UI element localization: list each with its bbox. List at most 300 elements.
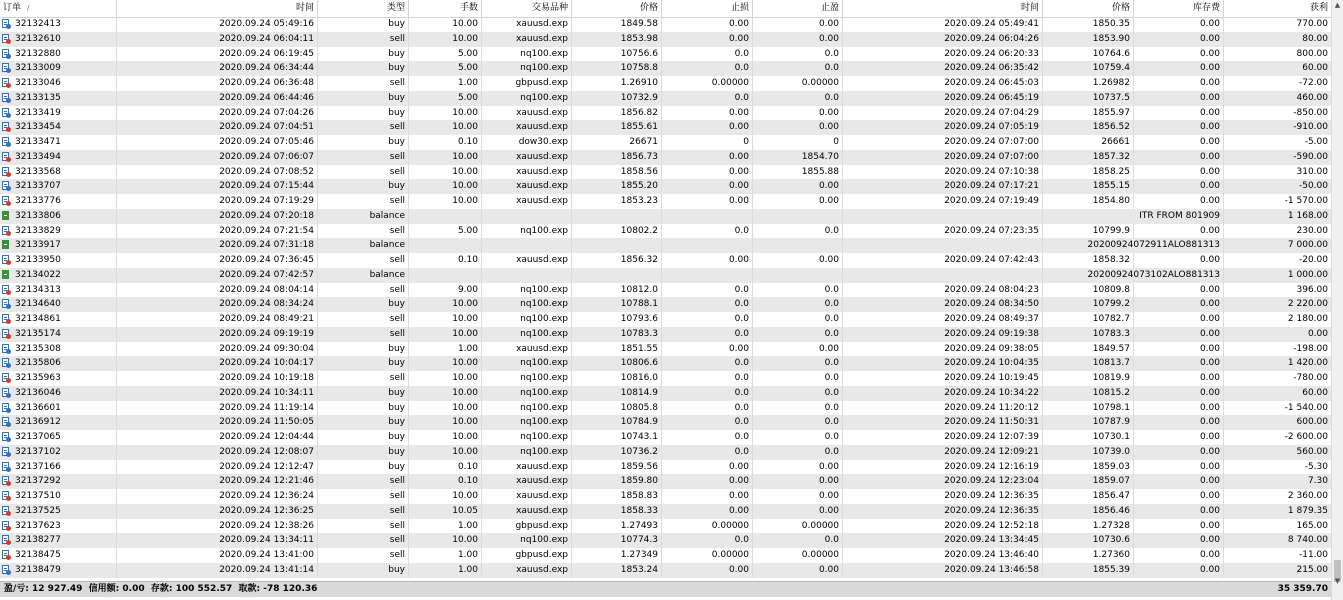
cell-close-price: 10799.2 xyxy=(1043,297,1134,312)
cell-close-time: 2020.09.24 07:05:19 xyxy=(843,120,1043,135)
cell-take-profit: 0.0 xyxy=(753,401,843,416)
buy-deal-icon xyxy=(2,93,11,103)
table-row[interactable] xyxy=(0,120,1331,135)
cell-lots: 0.10 xyxy=(409,135,482,150)
cell-open-price xyxy=(572,238,662,253)
deal-direction-dot xyxy=(6,408,11,413)
cell-take-profit: 0.00 xyxy=(753,563,843,578)
cell-profit: -780.00 xyxy=(1293,373,1328,383)
sell-deal-icon xyxy=(2,196,11,206)
table-row[interactable] xyxy=(0,445,1331,460)
table-row[interactable] xyxy=(0,106,1331,121)
sell-deal-icon xyxy=(2,285,11,295)
cell-open-time: 2020.09.24 08:34:24 xyxy=(117,297,318,312)
cell-open-time: 2020.09.24 11:50:05 xyxy=(117,415,318,430)
table-row[interactable] xyxy=(0,460,1331,475)
deal-direction-dot xyxy=(6,98,11,103)
table-row[interactable] xyxy=(0,327,1331,342)
cell-lots: 10.00 xyxy=(409,17,482,32)
cell-swap: 0.00 xyxy=(1134,283,1224,298)
cell-take-profit: 0.0 xyxy=(753,533,843,548)
cell-swap: 0.00 xyxy=(1134,386,1224,401)
cell-order-id xyxy=(0,401,117,416)
cell-open-time: 2020.09.24 12:08:07 xyxy=(117,445,318,460)
column-header-time[interactable]: 时间 xyxy=(117,0,318,17)
deal-direction-dot xyxy=(6,363,11,368)
cell-symbol: xauusd.exp xyxy=(482,165,572,180)
column-header-profit[interactable]: 获利 xyxy=(1309,3,1328,13)
cell-take-profit: 0.00 xyxy=(753,120,843,135)
table-row[interactable] xyxy=(0,297,1331,312)
table-row[interactable] xyxy=(0,386,1331,401)
cell-order-id xyxy=(0,238,117,253)
deal-direction-dot xyxy=(6,157,11,162)
cell-close-price: 1.26982 xyxy=(1043,76,1134,91)
cell-trade-type: sell xyxy=(318,533,409,548)
cell-symbol: nq100.exp xyxy=(482,312,572,327)
table-row[interactable] xyxy=(0,135,1331,150)
buy-deal-icon xyxy=(2,299,11,309)
cell-close-price: 10799.9 xyxy=(1043,224,1134,239)
cell-open-time: 2020.09.24 12:36:24 xyxy=(117,489,318,504)
cell-symbol: nq100.exp xyxy=(482,401,572,416)
table-row[interactable] xyxy=(0,519,1331,534)
column-header-sl[interactable]: 止损 xyxy=(662,0,753,17)
cell-trade-type: buy xyxy=(318,297,409,312)
cell-order-id xyxy=(0,165,117,180)
cell-trade-type: balance xyxy=(318,238,409,253)
cell-open-time: 2020.09.24 09:30:04 xyxy=(117,342,318,357)
table-row[interactable] xyxy=(0,312,1331,327)
cell-open-price: 10784.9 xyxy=(572,415,662,430)
vertical-scrollbar[interactable] xyxy=(1331,0,1343,600)
cell-lots: 10.00 xyxy=(409,445,482,460)
cell-stop-loss: 0 xyxy=(662,135,753,150)
cell-symbol: xauusd.exp xyxy=(482,106,572,121)
table-row[interactable] xyxy=(0,548,1331,563)
cell-close-time: 2020.09.24 06:35:42 xyxy=(843,61,1043,76)
cell-trade-type: buy xyxy=(318,401,409,416)
deal-direction-dot xyxy=(6,113,11,118)
document-icon-page xyxy=(2,270,9,279)
order-id-text: 32133135 xyxy=(15,92,61,103)
cell-lots: 10.00 xyxy=(409,356,482,371)
order-id-text: 32133806 xyxy=(15,210,61,221)
cell-order-id xyxy=(0,283,117,298)
cell-open-time: 2020.09.24 12:38:26 xyxy=(117,519,318,534)
cell-order-id xyxy=(0,474,117,489)
cell-close-price: 1856.46 xyxy=(1043,504,1134,519)
cell-close-price: 1855.15 xyxy=(1043,179,1134,194)
cell-open-time: 2020.09.24 06:44:46 xyxy=(117,91,318,106)
cell-stop-loss: 0.0 xyxy=(662,61,753,76)
order-id-text: 32133419 xyxy=(15,107,61,118)
cell-profit: 600.00 xyxy=(1296,417,1328,428)
cell-take-profit: 0.0 xyxy=(753,312,843,327)
deal-direction-dot xyxy=(6,393,11,398)
cell-take-profit xyxy=(753,238,843,253)
cell-lots: 10.05 xyxy=(409,504,482,519)
cell-open-time: 2020.09.24 11:19:14 xyxy=(117,401,318,416)
cell-close-time: 2020.09.24 11:50:31 xyxy=(843,415,1043,430)
order-id-text: 32138277 xyxy=(15,535,61,546)
order-id-text: 32133494 xyxy=(15,151,61,162)
sell-deal-icon xyxy=(2,329,11,339)
sell-deal-icon xyxy=(2,506,11,516)
cell-order-id xyxy=(0,327,117,342)
cell-stop-loss: 0.0 xyxy=(662,283,753,298)
order-id-text: 32137166 xyxy=(15,461,61,472)
cell-lots: 10.00 xyxy=(409,297,482,312)
cell-close-time: 2020.09.24 07:04:29 xyxy=(843,106,1043,121)
cell-open-price: 1.27493 xyxy=(572,519,662,534)
order-id-text: 32138475 xyxy=(15,550,61,560)
cell-trade-type: sell xyxy=(318,253,409,268)
cell-close-time: 2020.09.24 10:34:22 xyxy=(843,386,1043,401)
order-id-text: 32133950 xyxy=(15,255,61,265)
cell-close-price: 1.27360 xyxy=(1043,548,1134,563)
cell-open-time: 2020.09.24 07:21:54 xyxy=(117,224,318,239)
cell-symbol: gbpusd.exp xyxy=(482,548,572,563)
deal-direction-dot xyxy=(6,467,11,472)
table-row[interactable] xyxy=(0,194,1331,209)
cell-close-price: 1855.97 xyxy=(1043,106,1134,121)
cell-swap: 0.00 xyxy=(1134,135,1224,150)
table-row[interactable] xyxy=(0,356,1331,371)
cell-lots xyxy=(409,268,482,283)
table-row[interactable] xyxy=(0,32,1331,47)
cell-lots xyxy=(409,238,482,253)
cell-swap: 0.00 xyxy=(1134,32,1224,47)
table-row[interactable] xyxy=(0,238,1331,253)
table-row[interactable] xyxy=(0,430,1331,445)
cell-lots: 0.10 xyxy=(409,253,482,268)
column-header-price[interactable]: 价格 xyxy=(572,0,662,17)
deal-direction-dot xyxy=(6,304,11,309)
cell-order-id xyxy=(0,135,117,150)
cell-open-time: 2020.09.24 10:04:17 xyxy=(117,356,318,371)
table-row[interactable] xyxy=(0,533,1331,548)
cell-close-time: 2020.09.24 06:45:19 xyxy=(843,91,1043,106)
cell-close-time: 2020.09.24 07:42:43 xyxy=(843,253,1043,268)
cell-close-time: 2020.09.24 13:34:45 xyxy=(843,533,1043,548)
cell-symbol: xauusd.exp xyxy=(482,120,572,135)
table-row[interactable] xyxy=(0,342,1331,357)
table-row[interactable] xyxy=(0,47,1331,62)
order-id-text: 32133707 xyxy=(15,181,61,192)
cell-close-time: 2020.09.24 13:46:40 xyxy=(843,548,1043,563)
table-row[interactable] xyxy=(0,179,1331,194)
table-row[interactable] xyxy=(0,91,1331,106)
cell-symbol: nq100.exp xyxy=(482,224,572,239)
buy-deal-icon xyxy=(2,447,11,457)
cell-open-price: 1859.80 xyxy=(572,474,662,489)
cell-close-price: 1855.39 xyxy=(1043,563,1134,578)
cell-profit: 310.00 xyxy=(1296,166,1328,177)
cell-stop-loss: 0.00 xyxy=(662,17,753,32)
cell-profit: 230.00 xyxy=(1296,225,1328,236)
cell-swap: 0.00 xyxy=(1134,489,1224,504)
cell-symbol: nq100.exp xyxy=(482,47,572,62)
cell-lots: 10.00 xyxy=(409,120,482,135)
sell-deal-icon xyxy=(2,314,11,324)
cell-stop-loss xyxy=(662,209,753,224)
cell-lots: 10.00 xyxy=(409,415,482,430)
cell-take-profit: 0.00 xyxy=(753,194,843,209)
cell-close-time: 2020.09.24 13:46:58 xyxy=(843,563,1043,578)
cell-profit: 215.00 xyxy=(1296,564,1328,575)
cell-open-time: 2020.09.24 13:34:11 xyxy=(117,533,318,548)
cell-close-price: 10798.1 xyxy=(1043,401,1134,416)
cell-profit: -20.00 xyxy=(1298,255,1328,265)
cell-close-time: 2020.09.24 12:16:19 xyxy=(843,460,1043,475)
cell-profit: -5.30 xyxy=(1304,461,1328,472)
cell-symbol: gbpusd.exp xyxy=(482,76,572,91)
cell-order-id xyxy=(0,297,117,312)
cell-swap: ITR FROM 801909 xyxy=(1043,209,1224,224)
cell-open-price xyxy=(572,209,662,224)
cell-profit: 1 000.00 xyxy=(1287,269,1328,280)
column-header-symbol[interactable]: 交易品种 xyxy=(482,0,572,17)
cell-swap: 0.00 xyxy=(1134,224,1224,239)
cell-trade-type: buy xyxy=(318,356,409,371)
cell-open-time: 2020.09.24 12:21:46 xyxy=(117,474,318,489)
cell-open-price: 10758.8 xyxy=(572,61,662,76)
cell-swap: 0.00 xyxy=(1134,150,1224,165)
cell-open-time: 2020.09.24 08:04:14 xyxy=(117,283,318,298)
sell-deal-icon xyxy=(2,226,11,236)
deal-direction-dot xyxy=(6,452,11,457)
column-header-close-time[interactable]: 时间 xyxy=(843,0,1043,17)
cell-close-price: 10819.9 xyxy=(1043,371,1134,386)
sell-deal-icon xyxy=(2,373,11,383)
cell-swap: 0.00 xyxy=(1134,106,1224,121)
table-row[interactable] xyxy=(0,165,1331,180)
cell-order-id xyxy=(0,194,117,209)
cell-symbol: xauusd.exp xyxy=(482,179,572,194)
cell-symbol: nq100.exp xyxy=(482,297,572,312)
buy-deal-icon xyxy=(2,388,11,398)
cell-order-id xyxy=(0,415,117,430)
column-header-lots[interactable]: 手数 xyxy=(409,0,482,17)
table-row[interactable] xyxy=(0,489,1331,504)
buy-deal-icon xyxy=(2,432,11,442)
cell-open-price: 1853.24 xyxy=(572,563,662,578)
cell-symbol: xauusd.exp xyxy=(482,563,572,578)
sell-deal-icon xyxy=(2,167,11,177)
table-row[interactable] xyxy=(0,415,1331,430)
order-id-text: 32133009 xyxy=(15,63,61,74)
cell-symbol: xauusd.exp xyxy=(482,253,572,268)
table-row[interactable] xyxy=(0,150,1331,165)
cell-open-time: 2020.09.24 07:05:46 xyxy=(117,135,318,150)
deal-direction-dot xyxy=(6,540,11,545)
cell-open-time: 2020.09.24 13:41:00 xyxy=(117,548,318,563)
cell-order-id xyxy=(0,76,117,91)
order-id-text: 32134313 xyxy=(15,284,61,295)
cell-take-profit: 0.0 xyxy=(753,224,843,239)
cell-open-price: 10805.8 xyxy=(572,401,662,416)
table-row[interactable] xyxy=(0,224,1331,239)
cell-swap: 0.00 xyxy=(1134,120,1224,135)
cell-symbol xyxy=(482,268,572,283)
table-row[interactable] xyxy=(0,283,1331,298)
cell-open-time: 2020.09.24 06:36:48 xyxy=(117,76,318,91)
cell-stop-loss: 0.0 xyxy=(662,47,753,62)
cell-order-id xyxy=(0,386,117,401)
cell-trade-type: sell xyxy=(318,283,409,298)
cell-take-profit: 0.00 xyxy=(753,342,843,357)
cell-close-price: 10730.1 xyxy=(1043,430,1134,445)
order-id-text: 32133046 xyxy=(15,78,61,88)
table-row[interactable] xyxy=(0,253,1331,268)
cell-order-id xyxy=(0,179,117,194)
cell-open-time: 2020.09.24 07:06:07 xyxy=(117,150,318,165)
document-icon-page xyxy=(2,240,9,249)
cell-stop-loss: 0.00 xyxy=(662,120,753,135)
column-header-swap[interactable]: 库存费 xyxy=(1134,0,1224,17)
sell-deal-icon xyxy=(2,78,11,88)
cell-order-id xyxy=(0,519,117,534)
cell-order-id xyxy=(0,32,117,47)
cell-close-time: 2020.09.24 07:19:49 xyxy=(843,194,1043,209)
cell-symbol: nq100.exp xyxy=(482,327,572,342)
column-header-type[interactable]: 类型 xyxy=(318,0,409,17)
cell-symbol: dow30.exp xyxy=(482,135,572,150)
cell-order-id xyxy=(0,548,117,563)
cell-close-time: 2020.09.24 07:23:35 xyxy=(843,224,1043,239)
table-row[interactable] xyxy=(0,209,1331,224)
cell-swap: 0.00 xyxy=(1134,415,1224,430)
cell-trade-type: buy xyxy=(318,460,409,475)
cell-open-price: 1849.58 xyxy=(572,17,662,32)
cell-order-id xyxy=(0,17,117,32)
cell-open-price: 10814.9 xyxy=(572,386,662,401)
buy-deal-icon xyxy=(2,181,11,191)
cell-open-price: 1855.20 xyxy=(572,179,662,194)
cell-close-time: 2020.09.24 12:36:35 xyxy=(843,489,1043,504)
sell-deal-icon xyxy=(2,255,11,265)
table-row[interactable] xyxy=(0,401,1331,416)
cell-close-time: 2020.09.24 10:04:35 xyxy=(843,356,1043,371)
cell-stop-loss xyxy=(662,268,753,283)
cell-lots: 1.00 xyxy=(409,548,482,563)
cell-close-time: 2020.09.24 05:49:41 xyxy=(843,17,1043,32)
cell-stop-loss: 0.00 xyxy=(662,106,753,121)
cell-swap: 0.00 xyxy=(1134,342,1224,357)
cell-order-id xyxy=(0,253,117,268)
cell-profit: 1 879.35 xyxy=(1287,505,1328,516)
sell-deal-icon xyxy=(2,535,11,545)
cell-trade-type: sell xyxy=(318,224,409,239)
sell-deal-icon xyxy=(2,491,11,501)
cell-order-id xyxy=(0,342,117,357)
cell-close-time: 2020.09.24 11:20:12 xyxy=(843,401,1043,416)
table-row[interactable] xyxy=(0,268,1331,283)
table-row[interactable] xyxy=(0,474,1331,489)
cell-trade-type: sell xyxy=(318,548,409,563)
deal-direction-dot xyxy=(6,378,11,383)
cell-open-price: 26671 xyxy=(572,135,662,150)
cell-close-time: 2020.09.24 06:45:03 xyxy=(843,76,1043,91)
sell-deal-icon xyxy=(2,122,11,132)
table-row[interactable] xyxy=(0,504,1331,519)
cell-swap: 0.00 xyxy=(1134,253,1224,268)
cell-take-profit: 0.0 xyxy=(753,91,843,106)
scroll-down-icon[interactable]: ▼ xyxy=(1334,577,1341,585)
order-id-text: 32135174 xyxy=(15,328,61,339)
cell-open-price: 1856.73 xyxy=(572,150,662,165)
cell-lots: 10.00 xyxy=(409,150,482,165)
cell-open-price: 10774.3 xyxy=(572,533,662,548)
cell-close-time: 2020.09.24 07:07:00 xyxy=(843,135,1043,150)
cell-open-time: 2020.09.24 07:19:29 xyxy=(117,194,318,209)
cell-swap: 20200924073102ALO881313 xyxy=(1043,268,1224,283)
table-row[interactable] xyxy=(0,563,1331,578)
cell-trade-type: buy xyxy=(318,342,409,357)
order-id-text: 32137065 xyxy=(15,432,61,442)
deal-direction-dot xyxy=(6,24,11,29)
column-header-order-label: 订单 xyxy=(3,3,22,13)
cell-order-id xyxy=(0,150,117,165)
column-header-tp[interactable]: 止盈 xyxy=(753,0,843,17)
cell-take-profit: 0.0 xyxy=(753,430,843,445)
cell-order-id xyxy=(0,224,117,239)
cell-trade-type: sell xyxy=(318,120,409,135)
cell-open-price: 1858.33 xyxy=(572,504,662,519)
cell-stop-loss: 0.00000 xyxy=(662,548,753,563)
cell-symbol: nq100.exp xyxy=(482,356,572,371)
cell-lots: 9.00 xyxy=(409,283,482,298)
cell-close-price: 10787.9 xyxy=(1043,415,1134,430)
cell-take-profit: 0.00 xyxy=(753,179,843,194)
cell-profit: 1 420.00 xyxy=(1287,358,1328,369)
deal-direction-dot xyxy=(6,68,11,73)
cell-take-profit xyxy=(753,268,843,283)
table-row[interactable] xyxy=(0,17,1331,32)
cell-profit: 7.30 xyxy=(1307,476,1328,487)
table-row[interactable] xyxy=(0,61,1331,76)
cell-symbol: xauusd.exp xyxy=(482,17,572,32)
document-icon-page xyxy=(2,211,9,220)
table-row[interactable] xyxy=(0,76,1331,91)
cell-close-time xyxy=(843,209,1043,224)
cell-stop-loss: 0.0 xyxy=(662,533,753,548)
cell-close-price: 10730.6 xyxy=(1043,533,1134,548)
cell-close-price: 10813.7 xyxy=(1043,356,1134,371)
cell-lots: 10.00 xyxy=(409,489,482,504)
scroll-up-icon[interactable]: ▲ xyxy=(1334,1,1341,9)
cell-close-price: 1859.07 xyxy=(1043,474,1134,489)
table-row[interactable] xyxy=(0,371,1331,386)
column-header-close-price[interactable]: 价格 xyxy=(1043,0,1134,17)
cell-open-time: 2020.09.24 07:04:26 xyxy=(117,106,318,121)
cell-order-id xyxy=(0,91,117,106)
cell-trade-type: buy xyxy=(318,415,409,430)
order-id-text: 32133568 xyxy=(15,166,61,177)
cell-order-id xyxy=(0,460,117,475)
cell-order-id xyxy=(0,209,117,224)
cell-open-price: 10802.2 xyxy=(572,224,662,239)
cell-close-price: 10783.3 xyxy=(1043,327,1134,342)
cell-open-price: 1855.61 xyxy=(572,120,662,135)
cell-order-id xyxy=(0,489,117,504)
cell-profit: 0.00 xyxy=(1307,328,1328,339)
cell-close-time: 2020.09.24 08:34:50 xyxy=(843,297,1043,312)
cell-close-price: 1850.35 xyxy=(1043,17,1134,32)
column-header-order[interactable] xyxy=(0,0,117,17)
cell-swap: 0.00 xyxy=(1134,371,1224,386)
